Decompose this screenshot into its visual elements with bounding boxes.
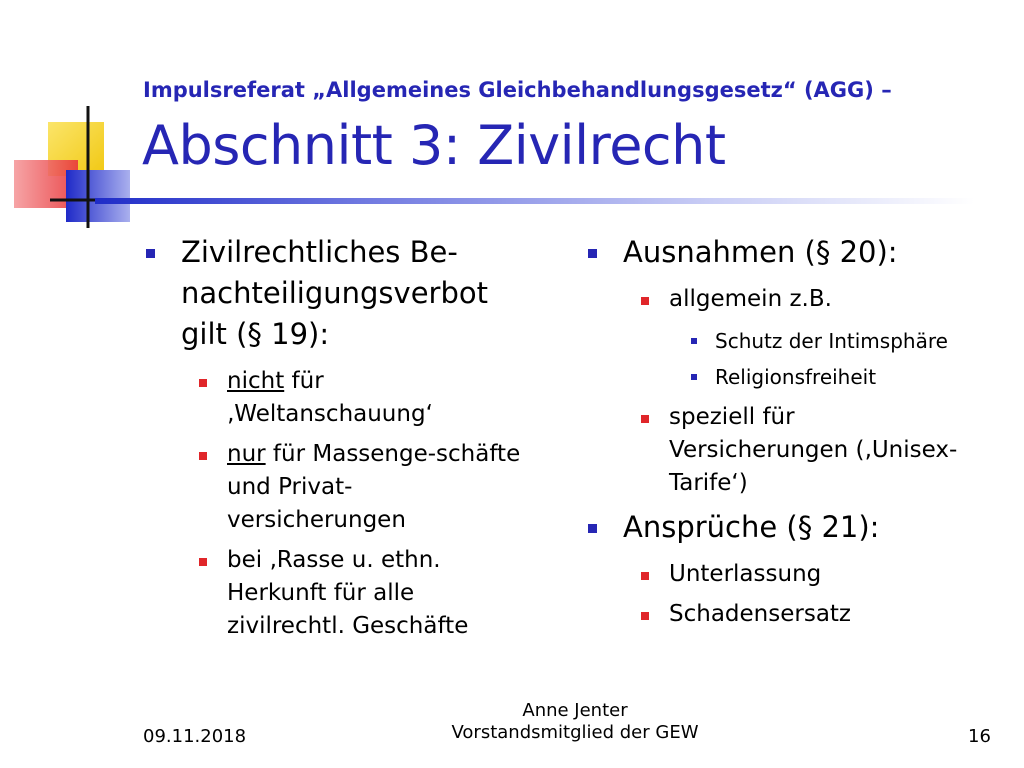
item-text: Versicherungen (‚Unisex- bbox=[669, 437, 958, 463]
square-bullet-icon bbox=[691, 374, 697, 380]
ausnahmen-heading bbox=[585, 232, 1005, 273]
left-heading-line: gilt (§ 19): bbox=[181, 317, 330, 351]
item-text: bei ‚Rasse u. ethn. bbox=[227, 547, 441, 573]
square-bullet-icon bbox=[199, 379, 207, 387]
list-item bbox=[585, 283, 1005, 316]
footer-role: Vorstandsmitglied der GEW bbox=[451, 722, 699, 743]
ansprueche-heading bbox=[585, 507, 1005, 548]
square-bullet-icon bbox=[641, 612, 649, 620]
left-sub-list bbox=[143, 365, 563, 643]
square-bullet-icon bbox=[199, 452, 207, 460]
square-bullet-icon bbox=[691, 338, 697, 344]
item-text: speziell für bbox=[669, 404, 795, 430]
left-column bbox=[143, 232, 563, 650]
slide-subtitle: Impulsreferat „Allgemeines Gleichbehandlungsgesetz“ (AGG) – bbox=[143, 78, 892, 102]
ansprueche-list bbox=[585, 558, 1005, 631]
title-underline bbox=[95, 198, 975, 204]
item-text: Schadensersatz bbox=[669, 601, 852, 627]
list-item bbox=[143, 544, 563, 643]
heading-text: Ansprüche (§ 21): bbox=[623, 510, 880, 544]
underlined-word: nur bbox=[227, 441, 266, 467]
item-text: versicherungen bbox=[227, 507, 406, 533]
item-text: Herkunft für alle bbox=[227, 580, 415, 606]
list-item bbox=[585, 558, 1005, 591]
page-number: 16 bbox=[968, 726, 991, 747]
right-column bbox=[585, 232, 1005, 638]
list-item bbox=[585, 359, 1005, 395]
heading-text: Ausnahmen (§ 20): bbox=[623, 235, 898, 269]
square-bullet-icon bbox=[641, 297, 649, 305]
list-item bbox=[585, 598, 1005, 631]
left-heading-line: Zivilrechtliches Be- bbox=[181, 235, 458, 269]
item-text: für bbox=[284, 368, 324, 394]
left-heading bbox=[143, 232, 563, 355]
left-heading-line: nachteiligungsverbot bbox=[181, 276, 488, 310]
list-item bbox=[585, 323, 1005, 359]
item-text: Schutz der Intimsphäre bbox=[715, 329, 948, 353]
item-text: zivilrechtl. Geschäfte bbox=[227, 613, 469, 639]
square-bullet-icon bbox=[199, 558, 207, 566]
footer-date: 09.11.2018 bbox=[143, 726, 247, 747]
square-bullet-icon bbox=[146, 249, 155, 258]
item-text: und Privat- bbox=[227, 474, 353, 500]
footer-author: Anne Jenter bbox=[522, 700, 628, 721]
square-bullet-icon bbox=[641, 572, 649, 580]
ausnahmen-list bbox=[585, 283, 1005, 500]
square-bullet-icon bbox=[588, 524, 597, 533]
item-text: Religionsfreiheit bbox=[715, 365, 877, 389]
square-bullet-icon bbox=[588, 249, 597, 258]
item-text: Tarife‘) bbox=[669, 470, 748, 496]
list-item bbox=[585, 401, 1005, 500]
list-item bbox=[143, 365, 563, 431]
list-item bbox=[143, 438, 563, 537]
item-text: Unterlassung bbox=[669, 561, 822, 587]
slide-title: Abschnitt 3: Zivilrecht bbox=[142, 114, 726, 177]
footer-author-block bbox=[440, 700, 710, 744]
decorative-squares bbox=[0, 100, 140, 230]
item-text: ‚Weltanschauung‘ bbox=[227, 401, 433, 427]
item-text: für Massenge-schäfte bbox=[265, 441, 521, 467]
square-bullet-icon bbox=[641, 415, 649, 423]
underlined-word: nicht bbox=[227, 368, 285, 394]
item-text: allgemein z.B. bbox=[669, 286, 832, 312]
blue-square bbox=[66, 170, 130, 222]
